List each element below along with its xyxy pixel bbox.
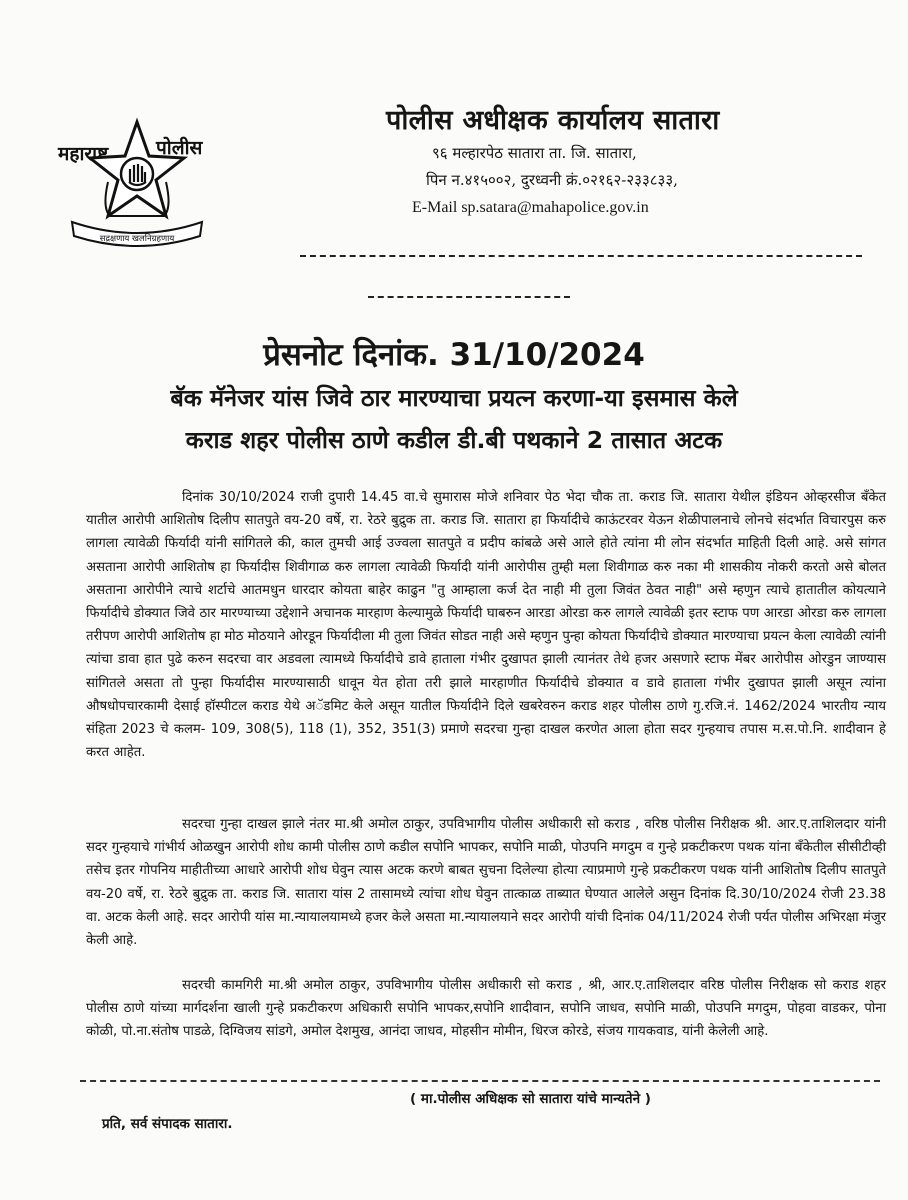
headline-line-1: बॅक मॅनेजर यांस जिवे ठार मारण्याचा प्रयत्न करणा-या इसमास केले <box>170 384 738 412</box>
svg-text:महाराष्ट्र: महाराष्ट्र <box>58 143 109 165</box>
address-line-2: पिन न.४१५००२, दुरध्वनी क्रं.०२१६२-२३३८३३, <box>426 171 678 189</box>
maharashtra-police-emblem <box>52 112 222 262</box>
body-paragraph-2: सदरचा गुन्हा दाखल झाले नंतर मा.श्री अमोल ठाकुर, उपविभागीय पोलीस अधीकारी सो कराड , वरिष्ठ पोलीस निरीक्षक श्री. आर.ए.ताशिलदार यांनी सदर गुन्हयाचे गांभीर्य ओळखुन आरोपी शोध कामी पोलीस ठाणे कडील सपोनि भापकर, सपोनि माळी, पोउपनि मगदुम व गुन्हे प्रकटीकरण पथक यांना बँकेतील सीसीटीव्ही तसेच इतर गोपनिय माहीतीच्या आधारे आरोपी शोध घेवुन त्यास अटक करणे बाबत सुचना दिलेल्या होत्या त्याप्रमाणे गुन्हे प्रकटीकरण पथक यांनी आशितोष दिलीप सातपुते वय-20 वर्षे, रा. रेठरे बुद्रुक ता. कराड जि. सातारा यांस 2 तासामध्ये त्यांचा शोध घेवुन तात्काळ ताब्यात घेण्यात आलेले असुन दिनांक दि.30/10/2024 रोजी 23.38 वा. अटक केली आहे. सदर आरोपी यांस मा.न्यायालयामध्ये हजर केले असता मा.न्यायालयाने सदर आरोपी यांची दिनांक 04/11/2024 रोजी पर्यत पोलीस अभिरक्षा मंजुर केली आहे. <box>86 817 886 949</box>
press-note-title: प्रेसनोट दिनांक. 31/10/2024 <box>263 337 645 373</box>
divider-bottom <box>80 1080 880 1082</box>
divider-short <box>368 296 570 298</box>
address-line-1: ९६ मल्हारपेठ सातारा ता. जि. सातारा, <box>432 144 637 162</box>
email-line <box>412 199 649 217</box>
office-name: पोलीस अधीक्षक कार्यालय सातारा <box>386 105 720 136</box>
recipient-line: प्रति, सर्व संपादक सातारा. <box>102 1116 233 1132</box>
email-address: sp.satara@mahapolice.gov.in <box>461 199 649 216</box>
svg-text:पोलीस: पोलीस <box>156 137 203 159</box>
headline-line-2: कराड शहर पोलीस ठाणे कडील डी.बी पथकाने 2 तासात अटक <box>185 426 723 454</box>
email-label: E-Mail <box>412 199 458 216</box>
divider-top <box>300 255 862 257</box>
approval-signoff: ( मा.पोलीस अधिक्षक सो सातारा यांचे मान्यतेने ) <box>410 1091 651 1107</box>
body-paragraph-1: दिनांक 30/10/2024 राजी दुपारी 14.45 वा.चे सुमारास मोजे शनिवार पेठ भेदा चौक ता. कराड जि. सातारा येथील इंडियन ओव्हरसीज बँकेत यातील आरोपी आशितोष दिलीप सातपुते वय-20 वर्षे, रा. रेठरे बुद्रुक ता. कराड जि. सातारा हा फिर्यादीचे काऊंटरवर येऊन शेळीपालनाचे लोनचे संदर्भात विचारपुस करु लागला त्यावेळी फिर्यादी यांनी सांगितले की, काल तुमची आई उज्वला सातपुते व प्रदीप कांबळे असे आले होते त्यांना मी लोन संदर्भात माहिती दिली आहे. असे सांगत असताना आरोपी आशितोष हा फिर्यादीस शिवीगाळ करु लागला त्यावेळी फिर्यादी यांनी आरोपीस तुम्ही मला शिवीगाळ करु नका मी शासकीय नोकरी करतो असे बोलत असताना आरोपीने त्याचे शर्टाचे आतमधुन धारदार कोयता बाहेर काढुन "तु आम्हाला कर्ज देत नाही मी तुला जिवंत ठेवत नाही" असे म्हणुन त्याचे हातातील कोयत्याने फिर्यादीचे डोक्यात जिवे ठार मारण्याच्या उद्देशाने अचानक मारहाण केल्यामुळे फिर्यादी घाबरुन आरडा ओरडा करु लागले त्यावेळी इतर स्टाफ पण आरडा ओरडा करु लागला तरीपण आरोपी आशितोष हा मोठ मोठयाने ओरडून फिर्यादीला मी तुला जिवंत सोडत नाही असे म्हणुन पुन्हा कोयता फिर्यादीचे डोक्यात मारण्याचा प्रयत्न केला त्यावेळी त्यांनी त्यांचा डावा हात पुढे करुन सदरचा वार अडवला त्यामध्ये फिर्यादीचे डावे हाताला गंभीर दुखापत झाली त्यानंतर तेथे हजर असणारे स्टाफ मेंबर आरोपीस ओरडुन जाण्यास सांगितले असता तो पुन्हा फिर्यादीस मारण्यासाठी धावून येत होता तरी झाले मारहाणीत फिर्यादीचे डोक्यात व डावे हाताला गंभीर दुखापत झाली असून त्यांना औषधोपचारकामी देसाई हॉस्पीटल कराड येथे अॅडमिट केले असून यातील फिर्यादीने दिले खबरेवरुन कराड शहर पोलीस ठाणे गु.रजि.नं. 1462/2024 भारतीय न्याय संहिता 2023 चे कलम- 109, 308(5), 118 (1), 352, 351(3) प्रमाणे सदरचा गुन्हा दाखल करणेत आला होता सदर गुन्हयाच तपास म.स.पो.नि. शादीवान हे करत आहेत. <box>86 490 886 761</box>
body-paragraph-3: सदरची कामगिरी मा.श्री अमोल ठाकुर, उपविभागीय पोलीस अधीकारी सो कराड , श्री, आर.ए.ताशिलदार वरिष्ठ पोलीस निरीक्षक सो कराड शहर पोलीस ठाणे यांच्या मार्गदर्शना खाली गुन्हे प्रकटीकरण अधिकारी सपोनि भापकर,सपोनि शादीवान, सपोनि जाधव, सपोनि माळी, पोउपनि मगदुम, पोहवा वाडकर, पोना कोळी, पो.ना.संतोष पाडळे, दिग्विजय सांडगे, अमोल देशमुख, आनंदा जाधव, मोहसीन मोमीन, धिरज कोरडे, संजय गायकवाड, यांनी केलेली आहे. <box>86 978 886 1040</box>
svg-text:सद्रक्षणाय खलनिग्रहणाय: सद्रक्षणाय खलनिग्रहणाय <box>99 234 175 244</box>
